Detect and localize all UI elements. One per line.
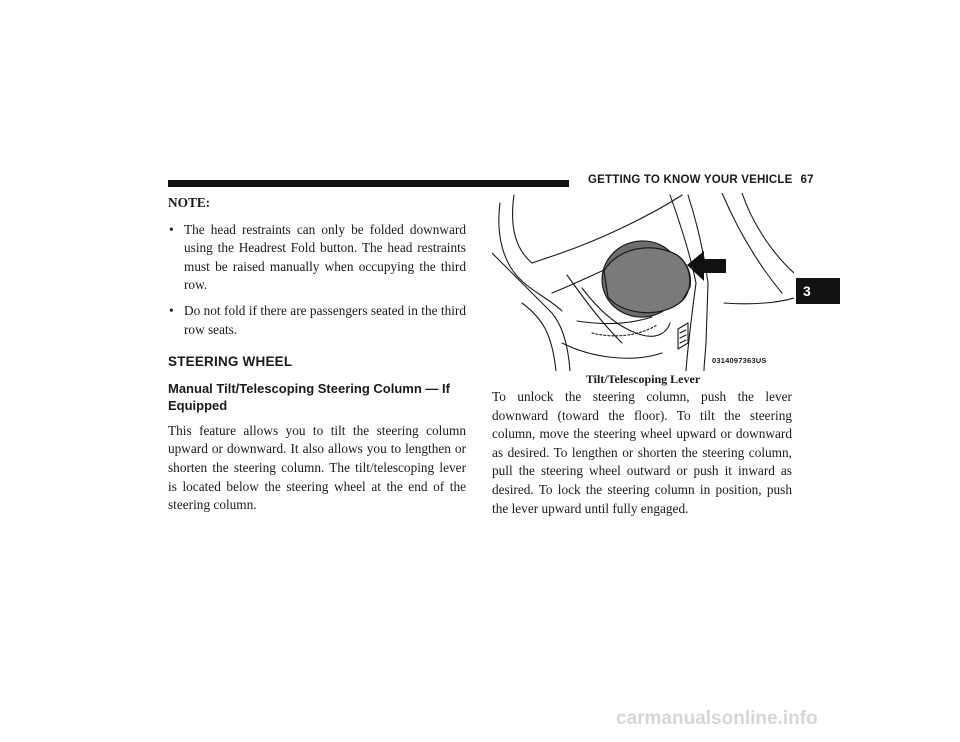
note-bullet: • Do not fold if there are passengers seated in the third row seats.	[169, 302, 466, 337]
header-rule	[168, 180, 569, 187]
bullet-dot-icon: •	[169, 221, 174, 237]
tilt-lever-illustration	[492, 193, 794, 371]
left-column	[168, 194, 466, 515]
intro-paragraph: This feature allows you to tilt the steering column upward or downward. It also allows you to lengthen or shorten the steering column. The tilt/telescoping lever is located below the steering wheel at the end of the steering column.	[168, 422, 466, 513]
section-title: GETTING TO KNOW YOUR VEHICLE	[588, 174, 793, 186]
running-header	[588, 174, 814, 186]
arrow-left-icon	[687, 251, 726, 281]
figure-code: 0314097363US	[712, 356, 767, 365]
bullet-dot-icon: •	[169, 302, 174, 318]
chapter-tab-number: 3	[803, 283, 811, 299]
note-label: NOTE:	[168, 195, 211, 210]
section-heading: STEERING WHEEL	[168, 354, 293, 370]
watermark: carmanualsonline.info	[616, 708, 818, 729]
page-number: 67	[800, 174, 814, 186]
figure-caption: Tilt/Telescoping Lever	[585, 372, 701, 386]
chapter-tab	[796, 278, 840, 304]
note-bullet: • The head restraints can only be folded downward using the Headrest Fold button. The head restraints must be raised manually when occupying the third row.	[169, 221, 466, 293]
steering-column-drawing	[492, 193, 794, 371]
subsection-heading: Manual Tilt/Telescoping Steering Column — If Equipped	[168, 380, 450, 413]
instructions-paragraph: To unlock the steering column, push the lever downward (toward the floor). To tilt the steering column, move the steering wheel upward or downward as desired. To lengthen or shorten the steering column, pull the steering wheel outward or push it inward as desired. To lock the steering column in position, push the lever upward until fully engaged.	[492, 389, 792, 516]
